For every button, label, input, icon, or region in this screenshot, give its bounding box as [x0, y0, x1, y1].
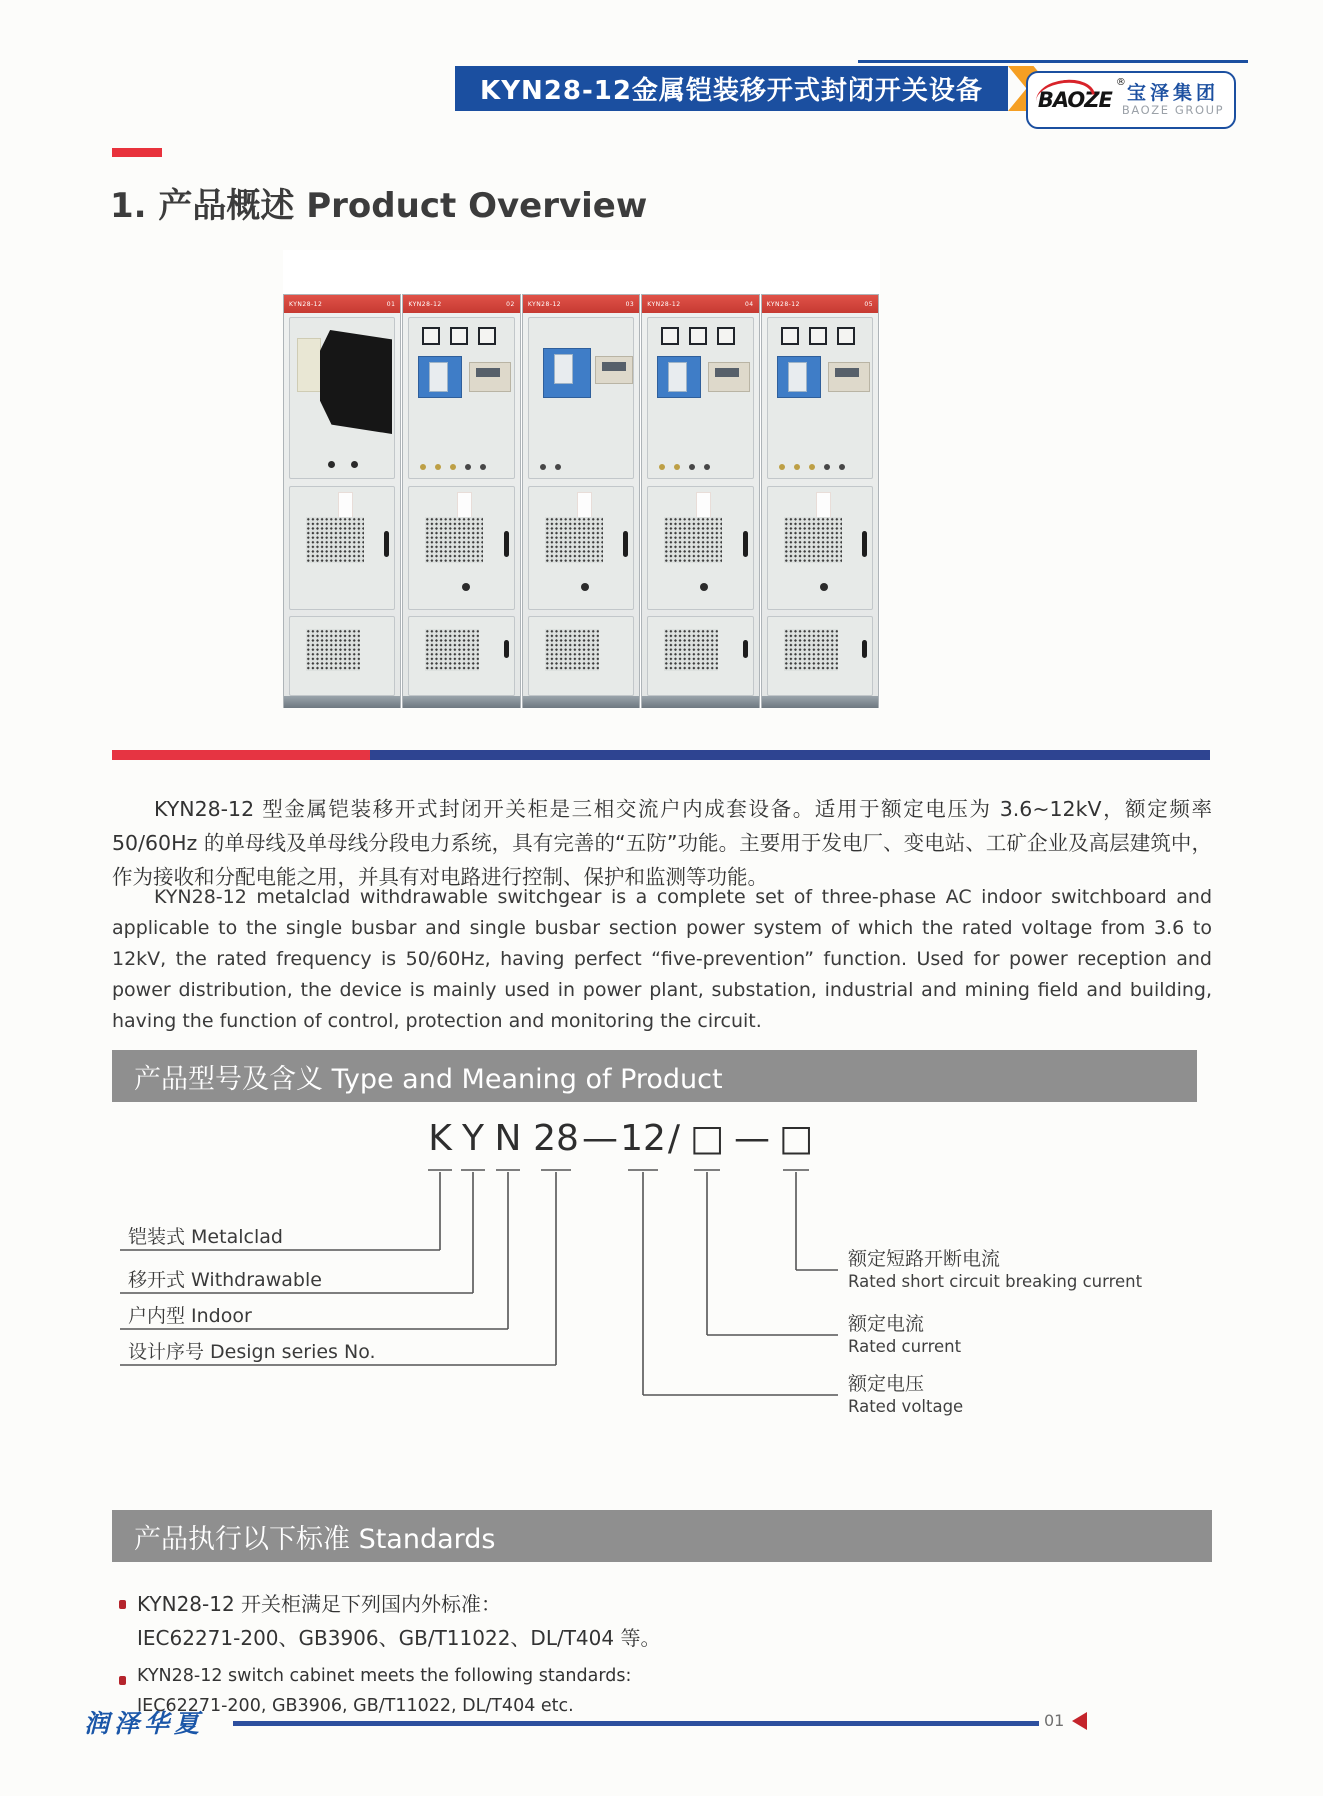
cabinet-label: KYN28-12	[289, 300, 323, 308]
logo-mark-icon	[1037, 77, 1125, 112]
switchgear-cabinet	[402, 294, 520, 708]
product-photo	[283, 250, 880, 708]
cabinet-lock	[820, 583, 828, 591]
cabinet-lower-door	[647, 616, 753, 696]
formula-char: —	[582, 1118, 618, 1159]
cabinet-meters	[781, 327, 855, 345]
type-label-indoor: 户内型 Indoor	[128, 1305, 252, 1327]
header-title-banner	[455, 66, 1008, 111]
cabinet-label-right: 04	[744, 300, 754, 308]
cabinet-paper-tag	[577, 492, 592, 518]
cabinet-lock	[581, 583, 589, 591]
cabinet-nameplate	[642, 295, 758, 313]
company-logo	[1026, 71, 1236, 129]
switchgear-cabinet	[761, 294, 879, 708]
cabinet-paper-tag	[457, 492, 472, 518]
cabinet-upper-door	[408, 317, 514, 479]
switchgear-cabinet	[283, 294, 401, 708]
cabinet-lower-door	[767, 616, 873, 696]
cabinet-paper-tag	[338, 492, 353, 518]
type-label-rated-voltage-cn: 额定电压	[848, 1373, 925, 1395]
cabinet-nameplate	[523, 295, 639, 313]
cabinet-paper-tag	[816, 492, 831, 518]
cabinet-nameplate	[762, 295, 878, 313]
formula-char: 12	[620, 1118, 666, 1159]
section-divider-red	[112, 750, 370, 760]
cabinet-buttons	[540, 464, 561, 470]
cabinet-label: KYN28-12	[527, 300, 562, 308]
type-label-metalclad: 铠装式 Metalclad	[128, 1226, 283, 1248]
page-number-triangle-icon	[1072, 1712, 1087, 1730]
cabinet-handle	[504, 640, 509, 658]
cabinet-label-right: 05	[864, 300, 874, 308]
footer-rule	[233, 1721, 1039, 1726]
type-section-banner-text: 产品型号及含义 Type and Meaning of Product	[134, 1063, 723, 1095]
cabinet-lock	[462, 583, 470, 591]
cabinet-nameplate	[403, 295, 519, 313]
bullet-icon	[119, 1676, 126, 1685]
standards-item-en-line1: KYN28-12 switch cabinet meets the following standards:	[137, 1666, 632, 1686]
cabinet-vent-grille	[306, 629, 360, 671]
cabinet-upper-door	[289, 317, 395, 479]
cabinet-handle	[862, 640, 867, 658]
cabinet-label: KYN28-12	[766, 300, 800, 308]
cabinet-middle-door	[647, 486, 753, 610]
cabinet-buttons	[779, 464, 845, 470]
standards-banner-text: 产品执行以下标准 Standards	[134, 1523, 496, 1555]
formula-char: /	[667, 1118, 681, 1159]
cabinet-middle-door	[289, 486, 395, 610]
page-title: 1. 产品概述 Product Overview	[110, 186, 648, 226]
cabinet-lower-door	[408, 616, 514, 696]
standards-item-cn-line1: KYN28-12 开关柜满足下列国内外标准：	[137, 1592, 502, 1616]
formula-char: —	[734, 1118, 770, 1159]
standards-item-en-line2: IEC62271-200, GB3906, GB/T11022, DL/T404 etc.	[137, 1696, 574, 1716]
cabinet-paper-tag	[696, 492, 711, 518]
logo-chinese-name: 宝泽集团	[1127, 82, 1220, 105]
logo-text-block	[1122, 83, 1224, 117]
cabinet-middle-door	[408, 486, 514, 610]
cabinet-vent-grille	[545, 517, 603, 563]
cabinet-label-right: 03	[625, 300, 635, 308]
type-label-rated-current-cn: 额定电流	[848, 1313, 925, 1335]
cabinet-label: KYN28-12	[647, 300, 681, 308]
formula-char: K	[428, 1118, 452, 1159]
cabinet-label-right: 01	[386, 300, 396, 308]
cabinet-vent-grille	[425, 629, 479, 671]
intro-paragraph-en: KYN28-12 metalclad withdrawable switchgear is a complete set of three-phase AC indoor switchboard and applicable to the single busbar and single busbar section power system of which the rated voltage from 3.6 to 12kV, the rated frequency is 50/60Hz, having perfect “five-prevention” function. Used for power reception and power distribution, the device is mainly used in power plant, substation, industrial and mining field and building, having the function of control, protection and monitoring the circuit.	[112, 886, 1212, 1032]
cabinet-relay-panel	[777, 356, 821, 398]
cabinet-base	[523, 696, 639, 708]
cabinet-label: KYN28-12	[408, 300, 442, 308]
cabinet-relay-panel	[543, 348, 591, 398]
cabinet-vent-grille	[664, 517, 722, 563]
cabinet-vent-grille	[784, 517, 842, 563]
cabinet-base	[762, 696, 878, 708]
header-title: KYN28-12金属铠装移开式封闭开关设备	[480, 76, 983, 106]
type-label-design-series: 设计序号 Design series No.	[128, 1341, 376, 1363]
cabinet-handle	[623, 531, 628, 557]
cabinet-upper-door	[647, 317, 753, 479]
switchgear-cabinet	[522, 294, 640, 708]
cabinet-viewing-window	[320, 330, 392, 434]
cabinet-vent-grille	[664, 629, 718, 671]
type-label-withdrawable: 移开式 Withdrawable	[128, 1269, 322, 1291]
type-label-rated-voltage-en: Rated voltage	[848, 1397, 964, 1416]
cabinet-upper-door	[528, 317, 634, 479]
formula-char: □	[778, 1118, 814, 1159]
cabinet-base	[284, 696, 400, 708]
cabinet-buttons	[328, 461, 358, 468]
cabinet-upper-door	[767, 317, 873, 479]
cabinet-vent-grille	[306, 517, 364, 563]
formula-char: □	[689, 1118, 725, 1159]
footer-brand: 润泽华夏	[84, 1709, 205, 1738]
section-accent-dash	[112, 148, 162, 157]
cabinet-handle	[743, 531, 748, 557]
formula-char: N	[494, 1118, 522, 1159]
switchgear-cabinet	[641, 294, 759, 708]
cabinet-base	[403, 696, 519, 708]
page-number: 01	[1044, 1711, 1065, 1730]
cabinet-lock	[700, 583, 708, 591]
logo-mark-text: BAOZE	[1037, 88, 1112, 112]
cabinet-buttons	[659, 464, 710, 470]
cabinet-relay-panel	[657, 356, 701, 398]
cabinet-display-panel	[828, 362, 870, 392]
cabinet-lower-door	[528, 616, 634, 696]
cabinet-label-right: 02	[506, 300, 515, 308]
cabinet-vent-grille	[545, 629, 599, 671]
registered-trademark-icon: ®	[1115, 77, 1125, 88]
cabinet-vent-grille	[784, 629, 838, 671]
standards-item-cn-line2: IEC62271-200、GB3906、GB/T11022、DL/T404 等。	[137, 1626, 661, 1650]
cabinet-display-panel	[469, 362, 511, 392]
cabinet-meters	[661, 327, 735, 345]
formula-char: Y	[462, 1118, 484, 1159]
cabinet-buttons	[420, 464, 486, 470]
cabinet-display-panel	[708, 362, 750, 392]
cabinet-handle	[504, 531, 509, 557]
cabinet-middle-door	[767, 486, 873, 610]
cabinet-vent-grille	[425, 517, 483, 563]
header-accent-line	[858, 60, 1248, 63]
logo-english-name: BAOZE GROUP	[1121, 103, 1225, 118]
formula-char: 28	[533, 1118, 579, 1159]
cabinet-handle	[743, 640, 748, 658]
cabinet-handle	[862, 531, 867, 557]
cabinet-relay-panel	[418, 356, 462, 398]
type-section-banner	[112, 1050, 1197, 1102]
cabinet-middle-door	[528, 486, 634, 610]
cabinet-lower-door	[289, 616, 395, 696]
cabinet-nameplate	[284, 295, 400, 313]
type-label-rated-current-en: Rated current	[848, 1337, 962, 1356]
cabinet-handle	[384, 531, 389, 557]
type-label-breaking-current-en: Rated short circuit breaking current	[848, 1272, 1143, 1291]
standards-section-banner	[112, 1510, 1212, 1562]
type-label-breaking-current-cn: 额定短路开断电流	[848, 1248, 1001, 1270]
cabinet-base	[642, 696, 758, 708]
cabinet-schematic-label	[297, 338, 321, 392]
cabinet-meters	[422, 327, 496, 345]
cabinet-display-panel	[595, 356, 633, 384]
bullet-icon	[119, 1600, 126, 1609]
intro-paragraph-cn: KYN28-12 型金属铠装移开式封闭开关柜是三相交流户内成套设备。适用于额定电压为 3.6~12kV，额定频率 50/60Hz 的单母线及单母线分段电力系统，具有完善的“五防”功能。主要用于发电厂、变电站、工矿企业及高层建筑中，作为接收和分配电能之用，并具有对电路进行控制、保护和监测等功能。	[112, 797, 1212, 889]
